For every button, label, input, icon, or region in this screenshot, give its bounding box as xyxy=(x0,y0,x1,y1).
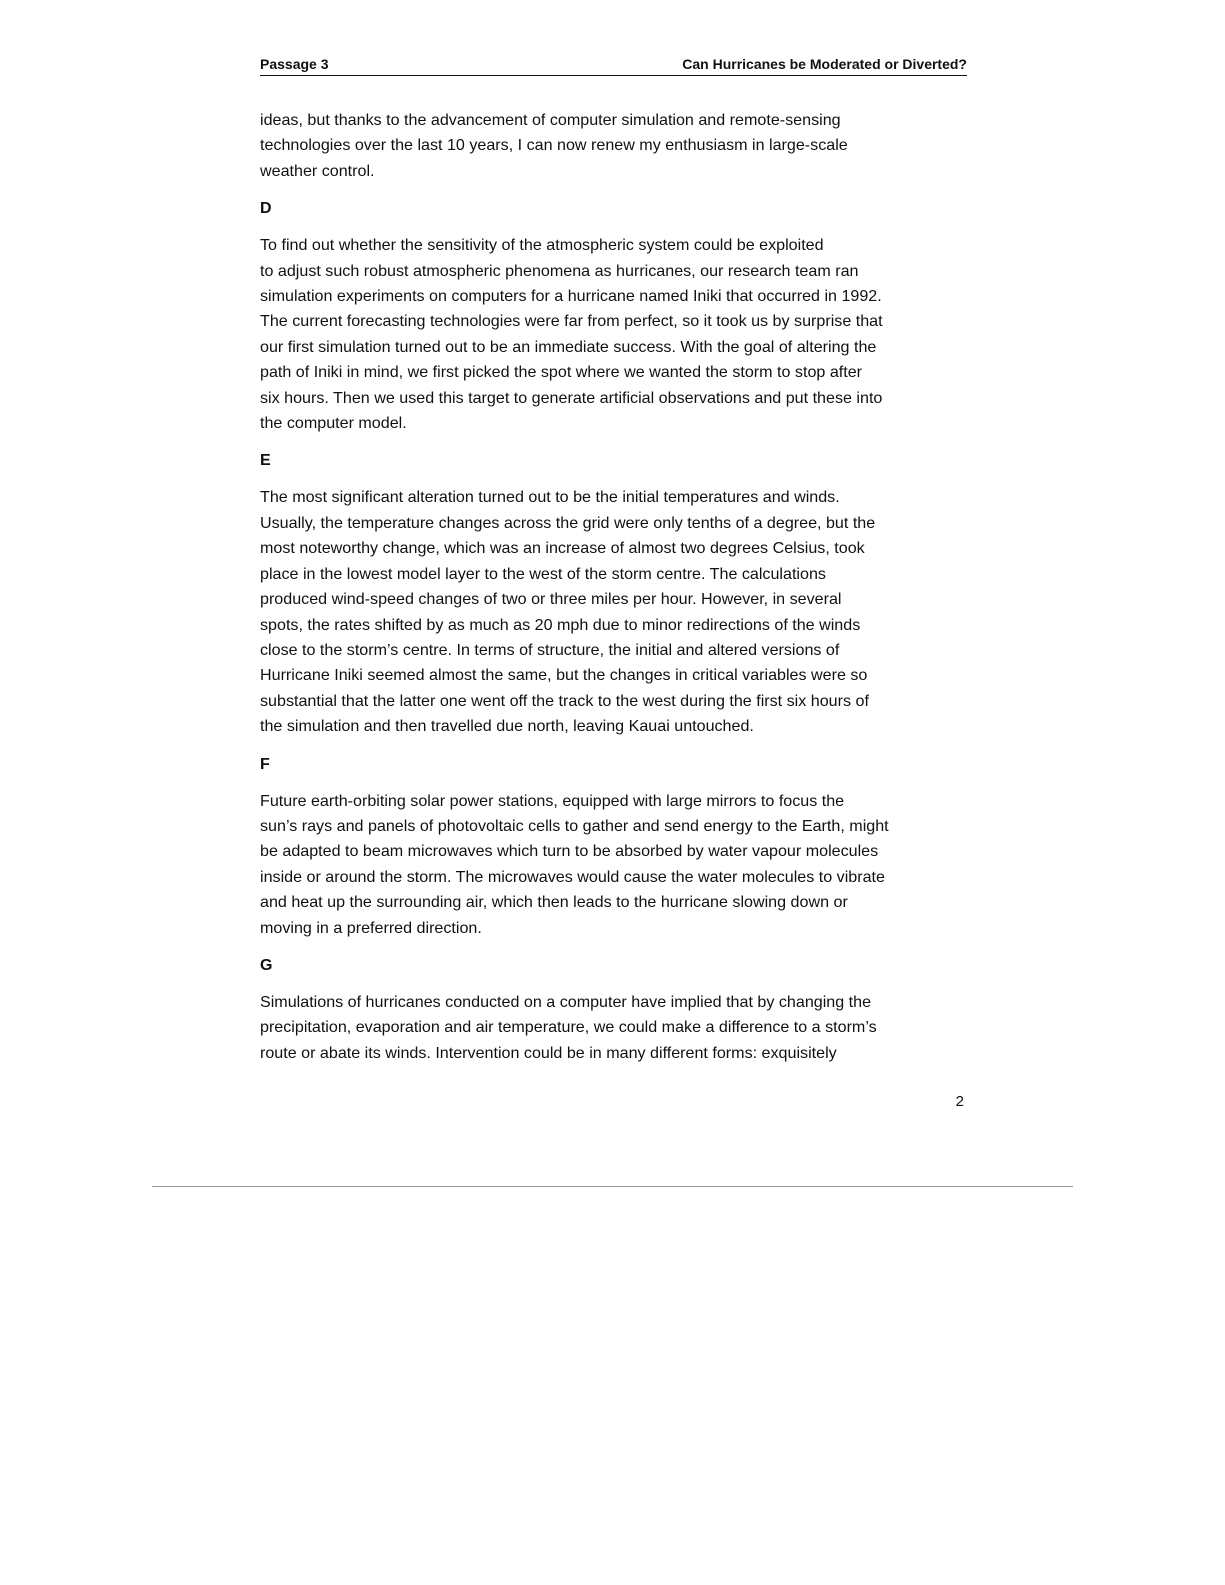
paragraph-g: Simulations of hurricanes conducted on a computer have implied that by changing the precipitation, evaporation and air temperature, we could make a difference to a storm’s route or abate its winds. Intervention could be in many different forms: exquisitely xyxy=(260,992,877,1062)
paragraph-d: To find out whether the sensitivity of the atmospheric system could be exploited to adjust such robust atmospheric phenomena as hurricanes, our research team ran simulation experiments on computers for a hurricane named Iniki that occurred in 1992. The current forecasting technologies were far from perfect, so it took us by surprise that our first simulation turned out to be an immediate success. With the goal of altering the path of Iniki in mind, we first picked the spot where we wanted the storm to stop after six hours. Then we used this target to generate artificial observations and put these into the computer model. xyxy=(260,236,883,433)
header-passage-title: Can Hurricanes be Moderated or Diverted? xyxy=(682,56,967,72)
paragraph-f: Future earth-orbiting solar power stations, equipped with large mirrors to focus the sun’s rays and panels of photovoltaic cells to gather and send energy to the Earth, might be adapted to beam microwaves which turn to be absorbed by water vapour molecules inside or around the storm. The microwaves would cause the water molecules to vibrate and heat up the surrounding air, which then leads to the hurricane slowing down or moving in a preferred direction. xyxy=(260,791,889,937)
page-divider xyxy=(152,1186,1073,1187)
paragraph-intro: ideas, but thanks to the advancement of computer simulation and remote-sensing technologies over the last 10 years, I can now renew my enthusiasm in large-scale weather control. xyxy=(260,111,848,180)
section-label-f: F xyxy=(260,755,270,773)
page-header xyxy=(260,52,967,76)
paragraph-e: The most significant alteration turned out to be the initial temperatures and winds. Usually, the temperature changes across the grid were only tenths of a degree, but the most noteworthy change, which was an increase of almost two degrees Celsius, took place in the lowest model layer to the west of the storm centre. The calculations produced wind-speed changes of two or three miles per hour. However, in several spots, the rates shifted by as much as 20 mph due to minor redirections of the winds close to the storm’s centre. In terms of structure, the initial and altered versions of Hurricane Iniki seemed almost the same, but the changes in critical variables were so substantial that the latter one went off the track to the west during the first six hours of the simulation and then travelled due north, leaving Kauai untouched. xyxy=(260,488,876,736)
section-label-g: G xyxy=(260,956,273,974)
page-number: 2 xyxy=(955,1093,964,1110)
passage-body xyxy=(260,108,972,1066)
section-label-e: E xyxy=(260,452,271,470)
header-passage-label: Passage 3 xyxy=(260,56,329,72)
section-label-d: D xyxy=(260,200,272,218)
